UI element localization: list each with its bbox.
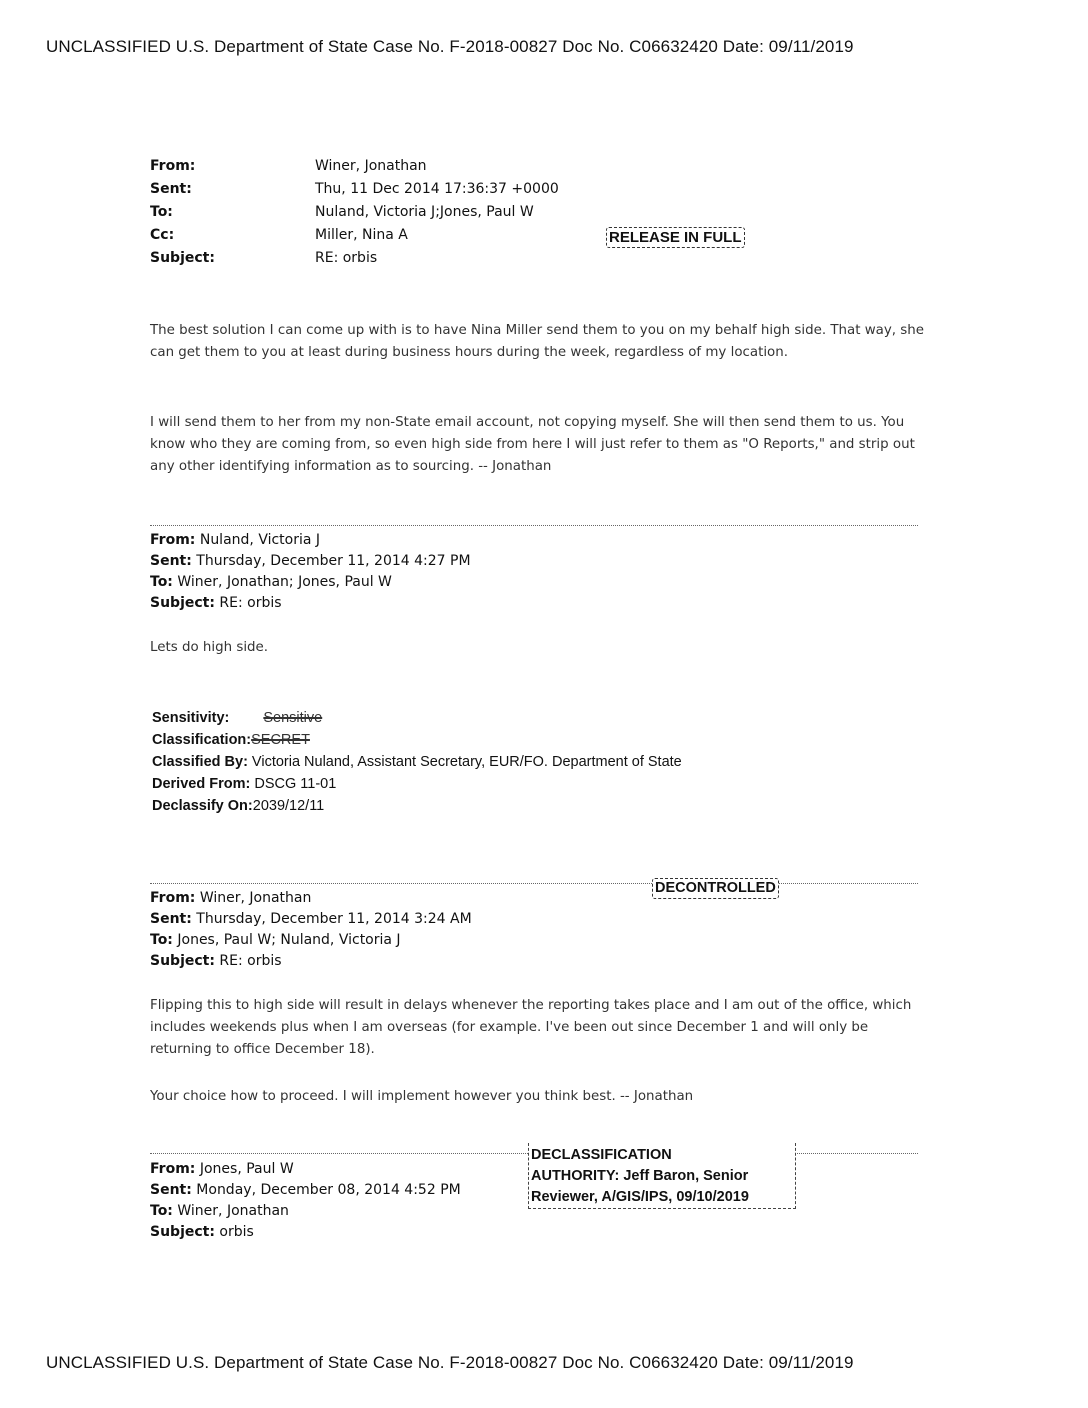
message3-from-label: From: [150, 890, 196, 906]
message2-sent-label: Sent: [150, 553, 192, 569]
message4-subject-label: Subject: [150, 1224, 215, 1240]
classified-by-value: Victoria Nuland, Assistant Secretary, EUR/FO. Department of State [247, 754, 682, 770]
message2-subject-value: RE: orbis [214, 595, 282, 611]
message4-subject-row [150, 1224, 254, 1240]
message3-paragraph-1: Flipping this to high side will result in delays whenever the reporting takes place and I am out of the office, which includes weekends plus when I am overseas (for example. I've been out since December 1 and will only be returning to office December 18). [150, 998, 912, 1057]
header-subject-label: Subject: [150, 250, 215, 266]
declassification-line-2: AUTHORITY: Jeff Baron, Senior [531, 1168, 749, 1184]
message3-sent-row [150, 911, 472, 927]
message3-subject-row [150, 953, 282, 969]
message4-to-row [150, 1203, 289, 1219]
declassification-line-3: Reviewer, A/GIS/IPS, 09/10/2019 [531, 1189, 749, 1205]
decontrolled-stamp: DECONTROLLED [652, 878, 779, 899]
message3-subject-value: RE: orbis [214, 953, 282, 969]
header-to-value: Nuland, Victoria J;Jones, Paul W [315, 204, 534, 220]
message3-sent-value: Thursday, December 11, 2014 3:24 AM [191, 911, 472, 927]
message3-to-value: Jones, Paul W; Nuland, Victoria J [172, 932, 401, 948]
message3-paragraph-2: Your choice how to proceed. I will implement however you think best. -- Jonathan [150, 1089, 694, 1104]
message2-body: Lets do high side. [150, 640, 269, 655]
message2-to-value: Winer, Jonathan; Jones, Paul W [172, 574, 392, 590]
declassify-on-value: 2039/12/11 [252, 798, 325, 814]
header-to-label: To: [150, 204, 173, 220]
derived-from-row [152, 776, 336, 792]
header-sent-label: Sent: [150, 181, 192, 197]
message4-from-row [150, 1161, 294, 1177]
message4-to-value: Winer, Jonathan [172, 1203, 289, 1219]
message3-sent-label: Sent: [150, 911, 192, 927]
sensitivity-value: Sensitive [263, 710, 323, 726]
header-from-value: Winer, Jonathan [315, 158, 427, 174]
message4-from-label: From: [150, 1161, 196, 1177]
message2-from-value: Nuland, Victoria J [195, 532, 321, 548]
message2-to-label: To: [150, 574, 173, 590]
message-separator [150, 883, 918, 884]
classification-banner-bottom: UNCLASSIFIED U.S. Department of State Case No. F-2018-00827 Doc No. C06632420 Date: 09/11/2019 [46, 1353, 854, 1372]
sensitivity-row [152, 710, 322, 726]
message3-from-row [150, 890, 311, 906]
classification-banner-top: UNCLASSIFIED U.S. Department of State Case No. F-2018-00827 Doc No. C06632420 Date: 09/11/2019 [46, 37, 854, 56]
message3-subject-label: Subject: [150, 953, 215, 969]
message2-subject-label: Subject: [150, 595, 215, 611]
classification-label: Classification: [152, 732, 252, 748]
declassify-on-row [152, 798, 324, 814]
release-in-full-stamp: RELEASE IN FULL [606, 227, 745, 248]
classified-by-label: Classified By: [152, 754, 248, 770]
derived-from-label: Derived From: [152, 776, 251, 792]
message3-to-label: To: [150, 932, 173, 948]
message2-from-row [150, 532, 320, 548]
header-sent-row [150, 181, 559, 197]
header-cc-value: Miller, Nina A [315, 227, 408, 243]
derived-from-value: DSCG 11-01 [250, 776, 337, 792]
message4-sent-label: Sent: [150, 1182, 192, 1198]
declassification-line-1: DECLASSIFICATION [531, 1147, 672, 1163]
message2-sent-value: Thursday, December 11, 2014 4:27 PM [191, 553, 471, 569]
message4-to-label: To: [150, 1203, 173, 1219]
message3-from-value: Winer, Jonathan [195, 890, 312, 906]
body-paragraph-1: The best solution I can come up with is to have Nina Miller send them to you on my behalf high side. That way, she can get them to you at least during business hours during the week, regardless of my location. [150, 323, 925, 360]
message2-from-label: From: [150, 532, 196, 548]
header-from-label: From: [150, 158, 196, 174]
message3-to-row [150, 932, 401, 948]
message2-to-row [150, 574, 392, 590]
classification-value: SECRET [251, 732, 310, 748]
declassification-authority-stamp [528, 1143, 796, 1209]
message4-sent-value: Monday, December 08, 2014 4:52 PM [191, 1182, 461, 1198]
declassify-on-label: Declassify On: [152, 798, 253, 814]
message-separator [150, 525, 918, 526]
header-cc-label: Cc: [150, 227, 175, 243]
message2-subject-row [150, 595, 282, 611]
header-sent-value: Thu, 11 Dec 2014 17:36:37 +0000 [315, 181, 559, 197]
message4-subject-value: orbis [214, 1224, 254, 1240]
header-from-row [150, 158, 427, 174]
classification-row [152, 732, 310, 748]
message2-sent-row [150, 553, 471, 569]
header-subject-row [150, 250, 377, 266]
header-cc-row [150, 227, 408, 243]
header-subject-value: RE: orbis [315, 250, 378, 266]
header-to-row [150, 204, 534, 220]
body-paragraph-2: I will send them to her from my non-State email account, not copying myself. She will then send them to us. You know who they are coming from, so even high side from here I will just refer to them as "O Reports," and strip out any other identifying information as to sourcing. -- Jonathan [150, 415, 915, 474]
message4-from-value: Jones, Paul W [195, 1161, 294, 1177]
message4-sent-row [150, 1182, 461, 1198]
sensitivity-label: Sensitivity: [152, 710, 230, 726]
classified-by-row [152, 754, 682, 770]
